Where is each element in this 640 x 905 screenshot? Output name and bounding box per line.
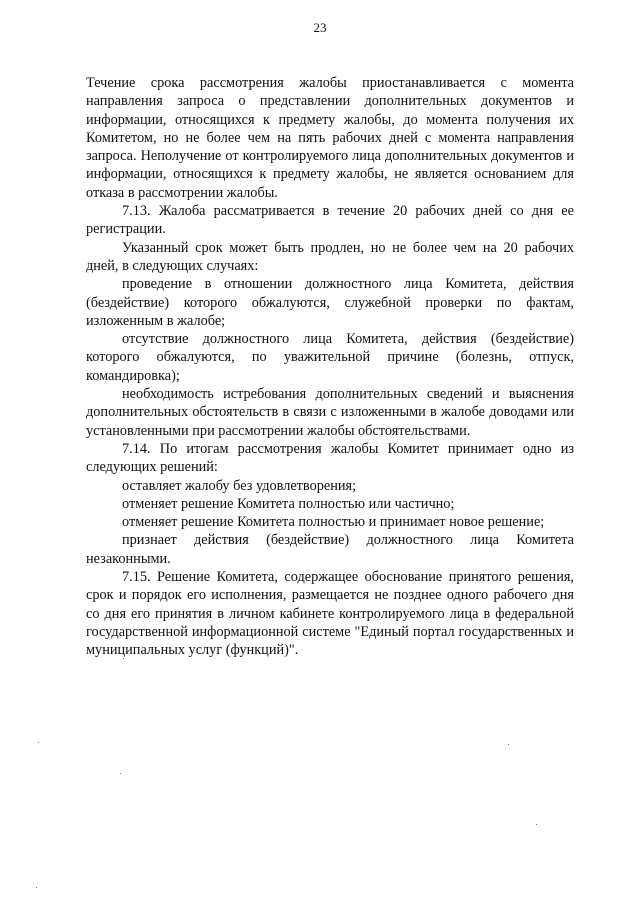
paragraph-7-14-decisions: 7.14. По итогам рассмотрения жалобы Комитет принимает одно из следующих решений: — [86, 440, 574, 476]
paragraph-7-13-review-period: 7.13. Жалоба рассматривается в течение 20 рабочих дней со дня ее регистрации. — [86, 203, 574, 238]
page-number: 23 — [313, 20, 327, 35]
scan-speck — [36, 887, 37, 888]
list-item-additional-information: необходимость истребования дополнительных сведений и выяснения дополнительных обстоятельств в связи с изложенными в жалобе доводами или установленными при рассмотрении жалобы обстоятельствами. — [86, 386, 574, 439]
list-item-decision-unlawful: признает действия (бездействие) должностного лица Комитета незаконными. — [86, 532, 574, 567]
scan-speck — [508, 744, 509, 745]
list-item-decision-cancel-new: отменяет решение Комитета полностью и принимает новое решение; — [122, 514, 545, 531]
scan-speck — [38, 742, 39, 743]
list-item-decision-reject: оставляет жалобу без удовлетворения; — [122, 477, 357, 494]
scan-speck — [536, 824, 537, 825]
list-item-official-absence: отсутствие должностного лица Комитета, действия (бездействие) которого обжалуются, по уважительной причине (болезнь, отпуск, командировка); — [86, 331, 574, 384]
paragraph-7-15-publication: 7.15. Решение Комитета, содержащее обоснование принятого решения, срок и порядок его исполнения, размещается не позднее одного рабочего дня со дня его принятия в личном кабинете контролируемого лица в федеральной государственной информационной системе "Единый портал государственных и муниципальных услуг (функций)". — [86, 569, 574, 659]
scan-speck — [120, 773, 121, 774]
scan-speck — [123, 658, 124, 659]
paragraph-suspension-of-review: Течение срока рассмотрения жалобы приостанавливается с момента направления запроса о представлении дополнительных документов и информации, относящихся к предмету жалобы, до момента получения их Комитетом, но не более чем на пять рабочих дней с момента направления запроса. Неполучение от контролируемого лица дополнительных документов и информации, относящихся к предмету жалобы, не является основанием для отказа в рассмотрении жалобы. — [86, 75, 574, 201]
document-body — [86, 74, 574, 660]
list-item-decision-cancel-partial: отменяет решение Комитета полностью или частично; — [122, 495, 455, 512]
paragraph-extension-cases: Указанный срок может быть продлен, но не более чем на 20 рабочих дней, в следующих случаях: — [86, 239, 574, 274]
list-item-internal-inspection: проведение в отношении должностного лица Комитета, действия (бездействие) которого обжалуются, служебной проверки по фактам, изложенным в жалобе; — [86, 276, 574, 329]
